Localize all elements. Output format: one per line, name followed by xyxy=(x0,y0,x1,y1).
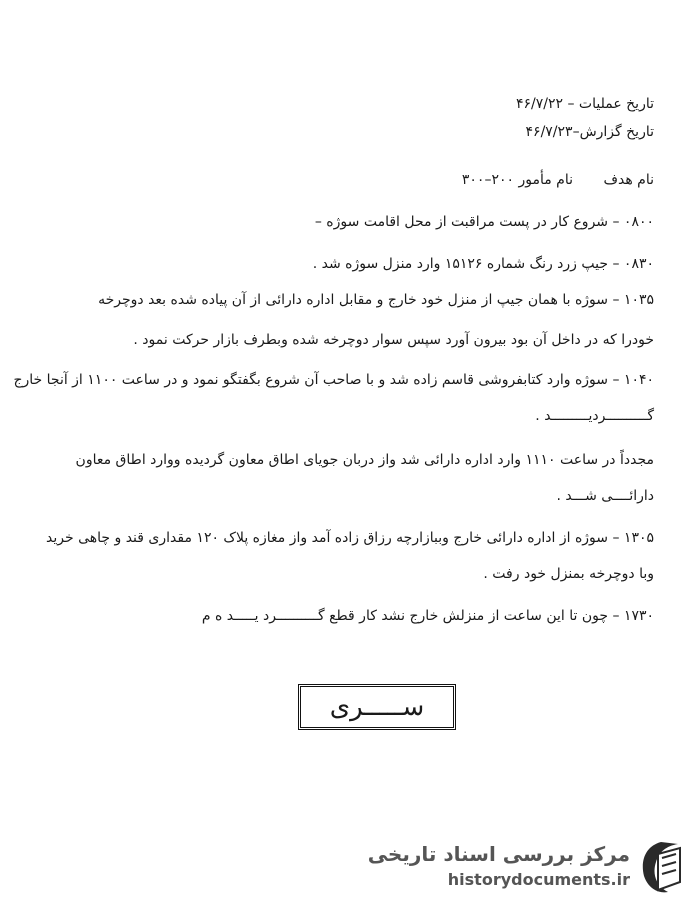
target-label: نام هدف xyxy=(603,172,654,188)
watermark xyxy=(367,836,692,898)
report-date: تاریخ گزارش–۴۶/۷/۲۳ xyxy=(525,124,654,140)
entry-1035-line-2: خودرا که در داخل آن بود بیرون آورد سپس سوار دوچرخه شده وبطرف بازار حرکت نمود . xyxy=(133,332,654,348)
entry-1305-line-1: ۱۳۰۵ – سوژه از اداره دارائی خارج وببازارچه رزاق زاده آمد واز مغازه پلاک ۱۲۰ مقداری قند و چاهی خرید xyxy=(46,530,654,546)
entry-1040-line-2: گــــــــــردیـــــــــد . xyxy=(535,408,654,424)
entry-1110-line-2: دارائــــی شـــد . xyxy=(556,488,654,504)
watermark-title: مرکز بررسی اسناد تاریخی xyxy=(367,842,630,866)
entry-1730: ۱۷۳۰ – چون تا این ساعت از منزلش خارج نشد کار قطع گــــــــــرد یـــــد ه م xyxy=(201,608,654,624)
book-logo-icon xyxy=(634,838,688,896)
target-row xyxy=(436,172,654,188)
entry-1040-line-1: ۱۰۴۰ – سوژه وارد کتابفروشی قاسم زاده شد و با صاحب آن شروع بگفتگو نمود و در ساعت ۱۱۰۰ از آنجا خارج xyxy=(13,372,654,388)
entry-1035-line-1: ۱۰۳۵ – سوژه با همان جیپ از منزل خود خارج و مقابل اداره دارائی از آن پیاده شده بعد دوچرخه xyxy=(98,292,654,308)
entry-0800: ۰۸۰۰ – شروع کار در پست مراقبت از محل اقامت سوژه – xyxy=(314,214,654,230)
watermark-url: historydocuments.ir xyxy=(447,870,630,889)
agent-name: نام مأمور ۲۰۰–۳۰۰ xyxy=(461,172,574,188)
operation-date: تاریخ عملیات – ۴۶/۷/۲۲ xyxy=(516,96,654,112)
entry-0830: ۰۸۳۰ – جیپ زرد رنگ شماره ۱۵۱۲۶ وارد منزل سوژه شد . xyxy=(312,256,654,272)
entry-1110-line-1: مجدداً در ساعت ۱۱۱۰ وارد اداره دارائی شد واز دربان جویای اطاق معاون گردیده ووارد اطاق معاون xyxy=(75,452,654,468)
entry-1305-line-2: وبا دوچرخه بمنزل خود رفت . xyxy=(483,566,654,582)
secret-stamp: ســـــری xyxy=(298,684,456,730)
